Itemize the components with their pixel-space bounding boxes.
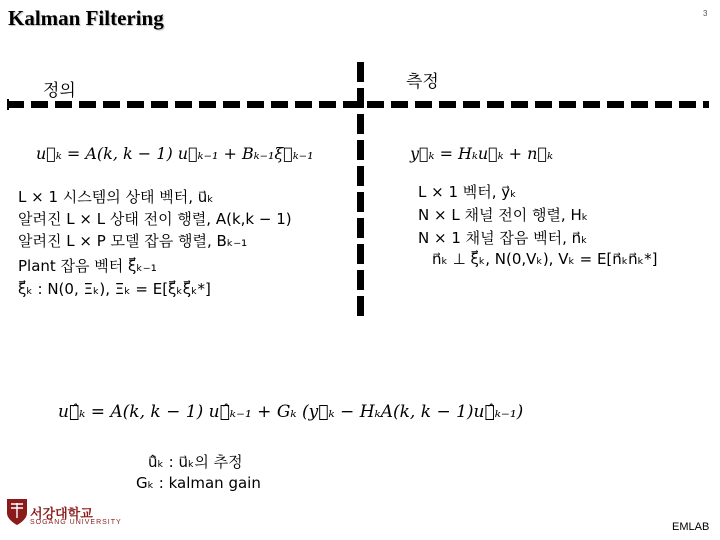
definition-line-5: ξ⃗ₖ : N(0, Ξₖ), Ξₖ = E[ξ⃗ₖξ⃗ₖ*] [18,280,211,298]
estimate-equation: u⃗̂ₖ = A(k, k − 1) u⃗̂ₖ₋₁ + Gₖ (y⃗ₖ − HₖA(k, k − 1)u⃗̂ₖ₋₁) [58,402,524,422]
measurement-line-1: L × 1 벡터, y⃗ₖ [418,183,517,201]
footer-lab-label: EMLAB [672,521,710,533]
divider-tick [7,99,9,110]
measurement-equation: y⃗ₖ = Hₖu⃗ₖ + n⃗ₖ [410,144,553,163]
measurement-line-4: n⃗ₖ ⊥ ξ⃗ₖ, N(0,Vₖ), Vₖ = E[n⃗ₖn⃗ₖ*] [432,250,658,268]
measurement-line-2: N × L 채널 전이 행렬, Hₖ [418,206,589,224]
measurement-label: 측정 [406,72,439,92]
definition-label: 정의 [43,81,76,101]
state-equation: u⃗ₖ = A(k, k − 1) u⃗ₖ₋₁ + Bₖ₋₁ξ⃗ₖ₋₁ [36,144,314,163]
vertical-divider [357,62,364,320]
definition-line-1: L × 1 시스템의 상태 벡터, u⃗ₖ [18,188,214,206]
university-name-english: SOGANG UNIVERSITY [30,519,122,526]
university-emblem-icon [6,498,28,530]
page-number: 3 [703,9,708,18]
estimate-line-2: Gₖ : kalman gain [136,474,261,492]
definition-line-3: 알려진 L × P 모델 잡음 행렬, Bₖ₋₁ [18,232,248,250]
definition-line-2: 알려진 L × L 상태 전이 행렬, A(k,k − 1) [18,210,292,228]
estimate-line-1: u⃗̂ₖ : u⃗ₖ의 추정 [148,453,243,471]
definition-line-4: Plant 잡음 벡터 ξ⃗ₖ₋₁ [18,257,157,275]
university-name-korean: 서강대학교 [30,507,93,522]
slide-title: Kalman Filtering [8,6,164,30]
measurement-line-3: N × 1 채널 잡음 벡터, n⃗ₖ [418,229,588,247]
